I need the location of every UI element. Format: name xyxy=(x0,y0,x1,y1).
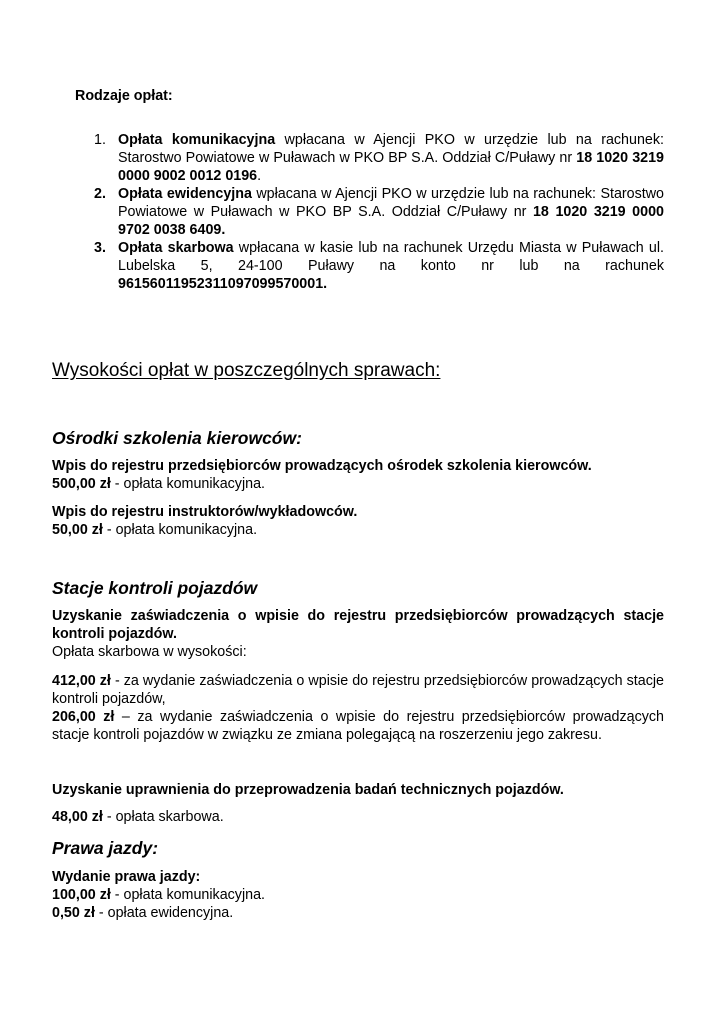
fee-type-item xyxy=(94,185,664,239)
fee-amount: 50,00 zł xyxy=(52,522,103,538)
section-title-driving-licenses: Prawa jazdy: xyxy=(52,838,159,858)
fees-heading: Rodzaje opłat: xyxy=(75,88,173,104)
fee-description: - opłata ewidencyjna. xyxy=(94,905,234,921)
entry-subheading: Opłata skarbowa w wysokości: xyxy=(52,644,247,660)
entry-heading: Wpis do rejestru przedsiębiorców prowadzących ośrodek szkolenia kierowców. xyxy=(52,458,592,474)
certificate-fee xyxy=(52,708,664,744)
certificate-fee xyxy=(52,672,664,708)
fee-amount: 412,00 zł xyxy=(52,673,111,689)
permission-entry xyxy=(52,781,664,799)
fee-description: - za wydanie zaświadczenia o wpisie do rejestru przedsiębiorców prowadzących stacje kontroli pojazdów, xyxy=(52,673,665,707)
fee-description: - opłata komunikacyjna. xyxy=(102,522,258,538)
fee-amount: 48,00 zł xyxy=(52,809,103,825)
main-heading: Wysokości opłat w poszczególnych sprawach: xyxy=(52,360,441,381)
fee-type-name: Opłata komunikacyjna xyxy=(118,132,276,148)
entry-fee xyxy=(52,521,664,539)
fee-amount: 500,00 zł xyxy=(52,476,111,492)
fee-description: - opłata komunikacyjna. xyxy=(110,887,265,903)
fee-type-item xyxy=(94,239,664,293)
permission-fee-block xyxy=(52,808,664,826)
fee-type-number: 1. xyxy=(94,132,106,148)
fee-type-end: . xyxy=(257,168,262,184)
entry-heading: Uzyskanie uprawnienia do przeprowadzenia badań technicznych pojazdów. xyxy=(52,782,564,798)
fee-type-account: 18 1020 3219 0000 9702 0038 6409. xyxy=(118,204,664,238)
fee-type-text: wpłacana w Ajencji PKO w urzędzie lub na rachunek: Starostwo Powiatowe w Puławach w PKO BP S.A. Oddział C/Puławy nr xyxy=(118,132,664,166)
entry-heading: Wpis do rejestru instruktorów/wykładowców. xyxy=(52,504,358,520)
section-title-inspection-stations: Stacje kontroli pojazdów xyxy=(52,578,258,598)
certificate-entry xyxy=(52,607,664,661)
permission-fee xyxy=(52,808,664,826)
fee-type-account: 18 1020 3219 0000 9002 0012 0196 xyxy=(118,150,664,184)
fee-description: - opłata komunikacyjna. xyxy=(110,476,265,492)
license-fee xyxy=(52,904,664,922)
fee-amount: 0,50 zł xyxy=(52,905,95,921)
section-title-driving-schools: Ośrodki szkolenia kierowców: xyxy=(52,428,302,448)
instructor-entry xyxy=(52,503,664,539)
certificate-fees xyxy=(52,672,664,744)
fee-type-number: 2. xyxy=(94,186,106,202)
fee-types-list xyxy=(94,131,664,293)
fee-type-text: wpłacana w Ajencji PKO w urzędzie lub na rachunek: Starostwo Powiatowe w Puławach w PKO BP S.A. Oddział C/Puławy nr xyxy=(118,186,665,220)
fee-type-text: wpłacana w kasie lub na rachunek Urzędu Miasta w Puławach ul. Lubelska 5, 24-100 Puławy na konto nr lub na rachunek xyxy=(118,240,664,274)
fee-type-number: 3. xyxy=(94,240,106,256)
entry-heading: Wydanie prawa jazdy: xyxy=(52,869,201,885)
entry-fee xyxy=(52,475,664,493)
fee-amount: 100,00 zł xyxy=(52,887,111,903)
fee-type-name: Opłata ewidencyjna xyxy=(118,186,252,202)
fee-type-item xyxy=(94,131,664,185)
driving-school-entry xyxy=(52,457,664,493)
fee-type-account: 96156011952311097099570001. xyxy=(118,276,328,292)
fee-amount: 206,00 zł xyxy=(52,709,115,725)
fee-description: - opłata skarbowa. xyxy=(102,809,224,825)
license-fee xyxy=(52,886,664,904)
fee-type-name: Opłata skarbowa xyxy=(118,240,234,256)
driving-license-entry xyxy=(52,868,664,922)
entry-heading: Uzyskanie zaświadczenia o wpisie do rejestru przedsiębiorców prowadzących stacje kontroli pojazdów. xyxy=(52,608,664,642)
fee-description: – za wydanie zaświadczenia o wpisie do rejestru przedsiębiorców prowadzących stacje kontroli pojazdów w związku ze zmiana polegającą na roszerzeniu jego zakresu. xyxy=(52,709,664,743)
